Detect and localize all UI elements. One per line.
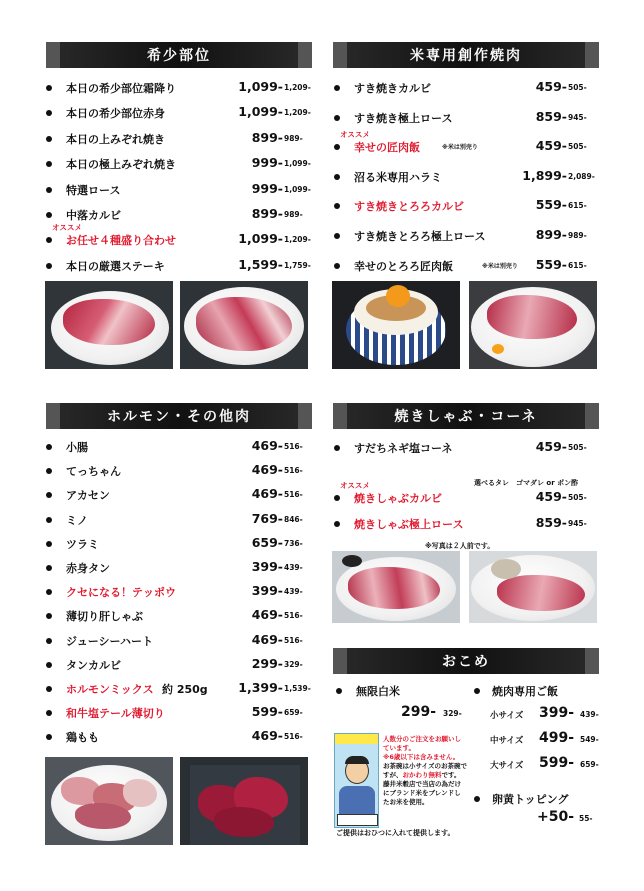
- section-rice-yakiniku: [333, 42, 599, 68]
- menu-item-name: 中落カルビ: [66, 209, 121, 222]
- desc-black-1: お茶碗は小サイズのお茶碗ですが、: [383, 762, 467, 779]
- menu-item: [334, 440, 599, 460]
- menu-item-tax: 516-: [284, 490, 303, 500]
- menu-item-price: 899-: [251, 129, 283, 145]
- bullet: [46, 710, 52, 716]
- menu-item: [46, 487, 311, 507]
- okome-egg-tax: 55-: [579, 814, 593, 823]
- menu-item: [46, 156, 311, 176]
- bullet: [46, 444, 52, 450]
- menu-item-tax: 505-: [568, 83, 587, 92]
- menu-item-tax: 329-: [284, 659, 303, 669]
- menu-item-name: 幸せの匠肉飯: [354, 141, 420, 155]
- menu-item: [46, 258, 311, 278]
- bullet: [474, 796, 480, 802]
- menu-item-tax: 1,539-: [284, 684, 311, 693]
- menu-item-name: ミノ: [66, 513, 88, 527]
- menu-item-note: ※米は別売り: [442, 144, 478, 152]
- bullet: [46, 517, 52, 523]
- menu-item: [46, 657, 311, 677]
- menu-item: [334, 228, 599, 248]
- menu-item: [334, 258, 599, 278]
- menu-item-price: 999-: [251, 180, 283, 196]
- desc-black-3: 藤井米穀店で当店の為だけにブランド米をブレンドしたお米を使用。: [383, 780, 461, 806]
- desc-black-2: です。: [441, 771, 461, 779]
- menu-item: [334, 130, 599, 159]
- bullet: [46, 161, 52, 167]
- menu-item-name: すき焼き極上ロース: [354, 111, 453, 125]
- section-title-yakishabu: 焼きしゃぶ・コーネ: [333, 403, 599, 429]
- menu-item: [334, 516, 599, 536]
- bullet: [46, 565, 52, 571]
- menu-item: [46, 705, 311, 725]
- menu-item: [46, 105, 311, 125]
- menu-item: [46, 536, 311, 556]
- menu-item-price: 469-: [251, 631, 283, 647]
- menu-item-price: 599-: [251, 704, 283, 720]
- menu-item-tax: 1,099-: [284, 184, 311, 194]
- menu-item-name: 和牛塩テール薄切り: [66, 707, 165, 721]
- photo-yakishabu-2: [469, 551, 597, 623]
- osusume-badge: オススメ: [52, 223, 82, 233]
- menu-item-tax: 439-: [284, 587, 303, 597]
- bullet: [334, 495, 340, 501]
- menu-item: [46, 681, 311, 701]
- bullet: [46, 110, 52, 116]
- photo-horumon-2: [180, 757, 308, 845]
- bullet: [46, 541, 52, 547]
- rice-size-price: 499-: [539, 730, 575, 746]
- menu-item-tax: 2,089-: [568, 171, 595, 181]
- menu-item-price: 1,099-: [238, 79, 283, 94]
- photo-rice-bowl: [332, 281, 460, 369]
- menu-item-suffix: 約 250g: [162, 683, 208, 696]
- bullet: [46, 468, 52, 474]
- menu-item-tax: 989-: [568, 231, 587, 240]
- bullet: [46, 212, 52, 218]
- menu-item-price: 899-: [535, 227, 567, 242]
- bullet: [334, 85, 340, 91]
- bullet: [334, 445, 340, 451]
- menu-item: [46, 608, 311, 628]
- rice-size-tax: 549-: [580, 735, 599, 744]
- menu-item: [46, 207, 311, 227]
- okome-unlimited: [336, 683, 466, 703]
- menu-item-name: 幸せのとろろ匠肉飯: [354, 259, 453, 273]
- section-title-okome: おこめ: [333, 648, 599, 674]
- menu-item: [334, 110, 599, 130]
- rice-size-label: 大サイズ: [490, 761, 524, 771]
- okome-footer: ご提供はおひつに入れて提供します。: [336, 829, 455, 837]
- menu-item: [46, 633, 311, 653]
- rice-shop-mascot-image: [334, 733, 379, 828]
- bullet: [46, 263, 52, 269]
- bullet: [46, 492, 52, 498]
- menu-item-price: 999-: [251, 155, 283, 171]
- photo-yakishabu-1: [332, 551, 460, 623]
- menu-item-tax: 505-: [568, 443, 587, 452]
- menu-item-price: 469-: [251, 728, 283, 744]
- menu-item-price: 859-: [535, 108, 567, 124]
- okome-egg-price: +50-: [537, 809, 575, 825]
- bullet: [46, 136, 52, 142]
- menu-item-price: 1,399-: [238, 680, 283, 695]
- section-title-horumon: ホルモン・その他肉: [46, 403, 312, 429]
- photo-rare-2: [180, 281, 308, 369]
- menu-item: [46, 131, 311, 151]
- bullet: [334, 203, 340, 209]
- menu-item-name: すき焼きカルビ: [354, 82, 431, 95]
- section-title-rare: 希少部位: [46, 42, 312, 68]
- menu-item-name: 焼きしゃぶカルビ: [354, 492, 442, 505]
- okome-egg: [474, 791, 604, 811]
- menu-item-tax: 505-: [568, 142, 587, 152]
- menu-item-tax: 1,209-: [284, 83, 311, 92]
- menu-item-price: 469-: [251, 486, 283, 502]
- okome-egg-name: 卵黄トッピング: [492, 793, 569, 806]
- menu-item-price: 1,099-: [238, 104, 283, 120]
- menu-item: [46, 439, 311, 459]
- section-okome: [333, 648, 599, 674]
- bullet: [46, 237, 52, 243]
- menu-item-name: クセになる！テッポウ: [66, 586, 176, 600]
- menu-item-name: 本日の極上みぞれ焼き: [66, 158, 176, 172]
- menu-item-name: すだちネギ塩コーネ: [354, 442, 453, 455]
- section-horumon: [46, 403, 312, 429]
- menu-item-tax: 516-: [284, 611, 303, 621]
- menu-item: [46, 584, 311, 604]
- desc-red-3: おかわり無料: [402, 771, 442, 779]
- okome-yakiniku-rice-name: 焼肉専用ご飯: [492, 685, 558, 698]
- menu-item-name: 本日の希少部位赤身: [66, 107, 165, 121]
- menu-item: [334, 80, 599, 100]
- menu-item-name: 薄切り肝しゃぶ: [66, 610, 143, 624]
- bullet: [334, 233, 340, 239]
- menu-item-name: すき焼きとろろカルビ: [354, 200, 464, 214]
- bullet: [46, 734, 52, 740]
- rice-size-price: 399-: [539, 705, 575, 721]
- osusume-badge: オススメ: [340, 481, 370, 490]
- photo-rare-1: [45, 281, 173, 369]
- bullet: [46, 638, 52, 644]
- menu-item-name: 特選ロース: [66, 183, 121, 197]
- menu-item-name: お任せ４種盛り合わせ: [66, 234, 176, 248]
- menu-item: [46, 729, 311, 749]
- menu-item-name: 小腸: [66, 441, 88, 454]
- menu-item-price: 769-: [251, 510, 283, 526]
- menu-item: [46, 512, 311, 532]
- rice-size-tax: 439-: [580, 710, 599, 719]
- photo-horumon-1: [45, 757, 173, 845]
- bullet: [46, 613, 52, 619]
- menu-item-price: 859-: [535, 515, 567, 530]
- menu-item-price: 1,599-: [238, 256, 283, 272]
- bullet: [46, 85, 52, 91]
- menu-item-tax: 516-: [284, 466, 303, 476]
- bullet: [46, 686, 52, 692]
- menu-item-name: 本日の希少部位霜降り: [66, 82, 176, 95]
- menu-item-name: 鶏もも: [66, 731, 99, 745]
- menu-item-tax: 615-: [568, 201, 587, 211]
- menu-item-tax: 846-: [284, 514, 303, 524]
- menu-item-tax: 1,759-: [284, 260, 311, 270]
- rice-size-label: 中サイズ: [490, 736, 524, 746]
- menu-item: [46, 560, 311, 580]
- menu-item-price: 899-: [251, 206, 283, 221]
- menu-item-name: ツラミ: [66, 537, 99, 551]
- bullet: [334, 263, 340, 269]
- photo-note: ※写真は２人前です。: [425, 542, 495, 550]
- menu-item-price: 299-: [251, 655, 283, 671]
- menu-item-name: 赤身タン: [66, 562, 110, 575]
- menu-item-tax: 659-: [284, 708, 303, 718]
- menu-item-name: 焼きしゃぶ極上ロース: [354, 518, 464, 531]
- menu-item-tax: 945-: [568, 112, 587, 122]
- bullet: [336, 688, 342, 694]
- section-title-rice-yakiniku: 米専用創作焼肉: [333, 42, 599, 68]
- menu-item-name: ジューシーハート: [66, 634, 154, 648]
- menu-item: [334, 169, 599, 189]
- menu-item-name: 本日の上みぞれ焼き: [66, 132, 165, 146]
- menu-item-note: ※米は別売り: [482, 262, 518, 270]
- menu-item-tax: 615-: [568, 260, 587, 270]
- bullet: [474, 688, 480, 694]
- menu-item-name: 本日の厳選ステーキ: [66, 259, 165, 273]
- menu-item-price: 459-: [535, 79, 567, 94]
- menu-item-tax: 989-: [284, 133, 303, 143]
- menu-item-price: 469-: [251, 462, 283, 478]
- bullet: [334, 521, 340, 527]
- menu-item-tax: 736-: [284, 538, 303, 548]
- bullet: [334, 115, 340, 121]
- bullet: [46, 662, 52, 668]
- rice-size-tax: 659-: [580, 760, 599, 769]
- photo-rice-meat: [469, 281, 597, 369]
- menu-item: [46, 80, 311, 100]
- menu-item: [46, 223, 311, 252]
- menu-item-price: 459-: [535, 489, 567, 504]
- bullet: [334, 174, 340, 180]
- okome-unlimited-tax: 329-: [443, 709, 462, 718]
- menu-item-tax: 989-: [284, 210, 303, 219]
- menu-item-name: すき焼きとろろ極上ロース: [354, 230, 486, 243]
- menu-item-price: 459-: [535, 439, 567, 454]
- menu-item-tax: 516-: [284, 732, 303, 742]
- menu-item-name: アカセン: [66, 489, 110, 503]
- menu-item-price: 559-: [535, 197, 567, 213]
- bullet: [46, 589, 52, 595]
- menu-item-price: 469-: [251, 438, 283, 453]
- menu-item-name: てっちゃん: [66, 465, 121, 479]
- bullet: [334, 144, 340, 150]
- menu-item-price: 399-: [251, 583, 283, 599]
- menu-item-price: 399-: [251, 559, 283, 574]
- rice-size-label: 小サイズ: [490, 711, 524, 721]
- menu-item-price: 1,099-: [238, 231, 283, 247]
- sauce-note: 選べるタレ ゴマダレ or ポン酢: [474, 479, 579, 487]
- menu-item-name: ホルモンミックス: [66, 683, 154, 696]
- menu-item-tax: 1,209-: [284, 108, 311, 118]
- desc-red-1: 人数分のご注文をお願いしています。: [383, 735, 461, 752]
- okome-unlimited-name: 無限白米: [356, 685, 400, 698]
- menu-item-price: 559-: [535, 256, 567, 272]
- rice-size-price: 599-: [539, 755, 575, 771]
- osusume-badge: オススメ: [340, 130, 370, 140]
- desc-red-2: ※6歳以下は含みません。: [383, 753, 460, 761]
- menu-item-name: 沼る米専用ハラミ: [354, 170, 442, 184]
- menu-item-tax: 1,099-: [284, 159, 311, 169]
- menu-item-name: タンカルビ: [66, 658, 121, 672]
- menu-item-price: 659-: [251, 534, 283, 550]
- menu-item: [46, 182, 311, 202]
- menu-item-tax: 516-: [284, 635, 303, 645]
- menu-item-price: 469-: [251, 607, 283, 623]
- okome-unlimited-price: 299-: [401, 704, 437, 720]
- bullet: [46, 187, 52, 193]
- okome-description: [383, 735, 467, 807]
- menu-item-tax: 505-: [568, 493, 587, 502]
- menu-item-price: 1,899-: [522, 167, 567, 183]
- menu-item-tax: 1,209-: [284, 235, 311, 245]
- okome-yakiniku-rice: [474, 683, 604, 703]
- menu-item-tax: 945-: [568, 519, 587, 528]
- menu-item: [46, 463, 311, 483]
- menu-item-price: 459-: [535, 138, 567, 154]
- section-yakishabu: [333, 403, 599, 429]
- menu-item-tax: 516-: [284, 442, 303, 451]
- menu-item: [334, 198, 599, 218]
- menu-item-tax: 439-: [284, 563, 303, 572]
